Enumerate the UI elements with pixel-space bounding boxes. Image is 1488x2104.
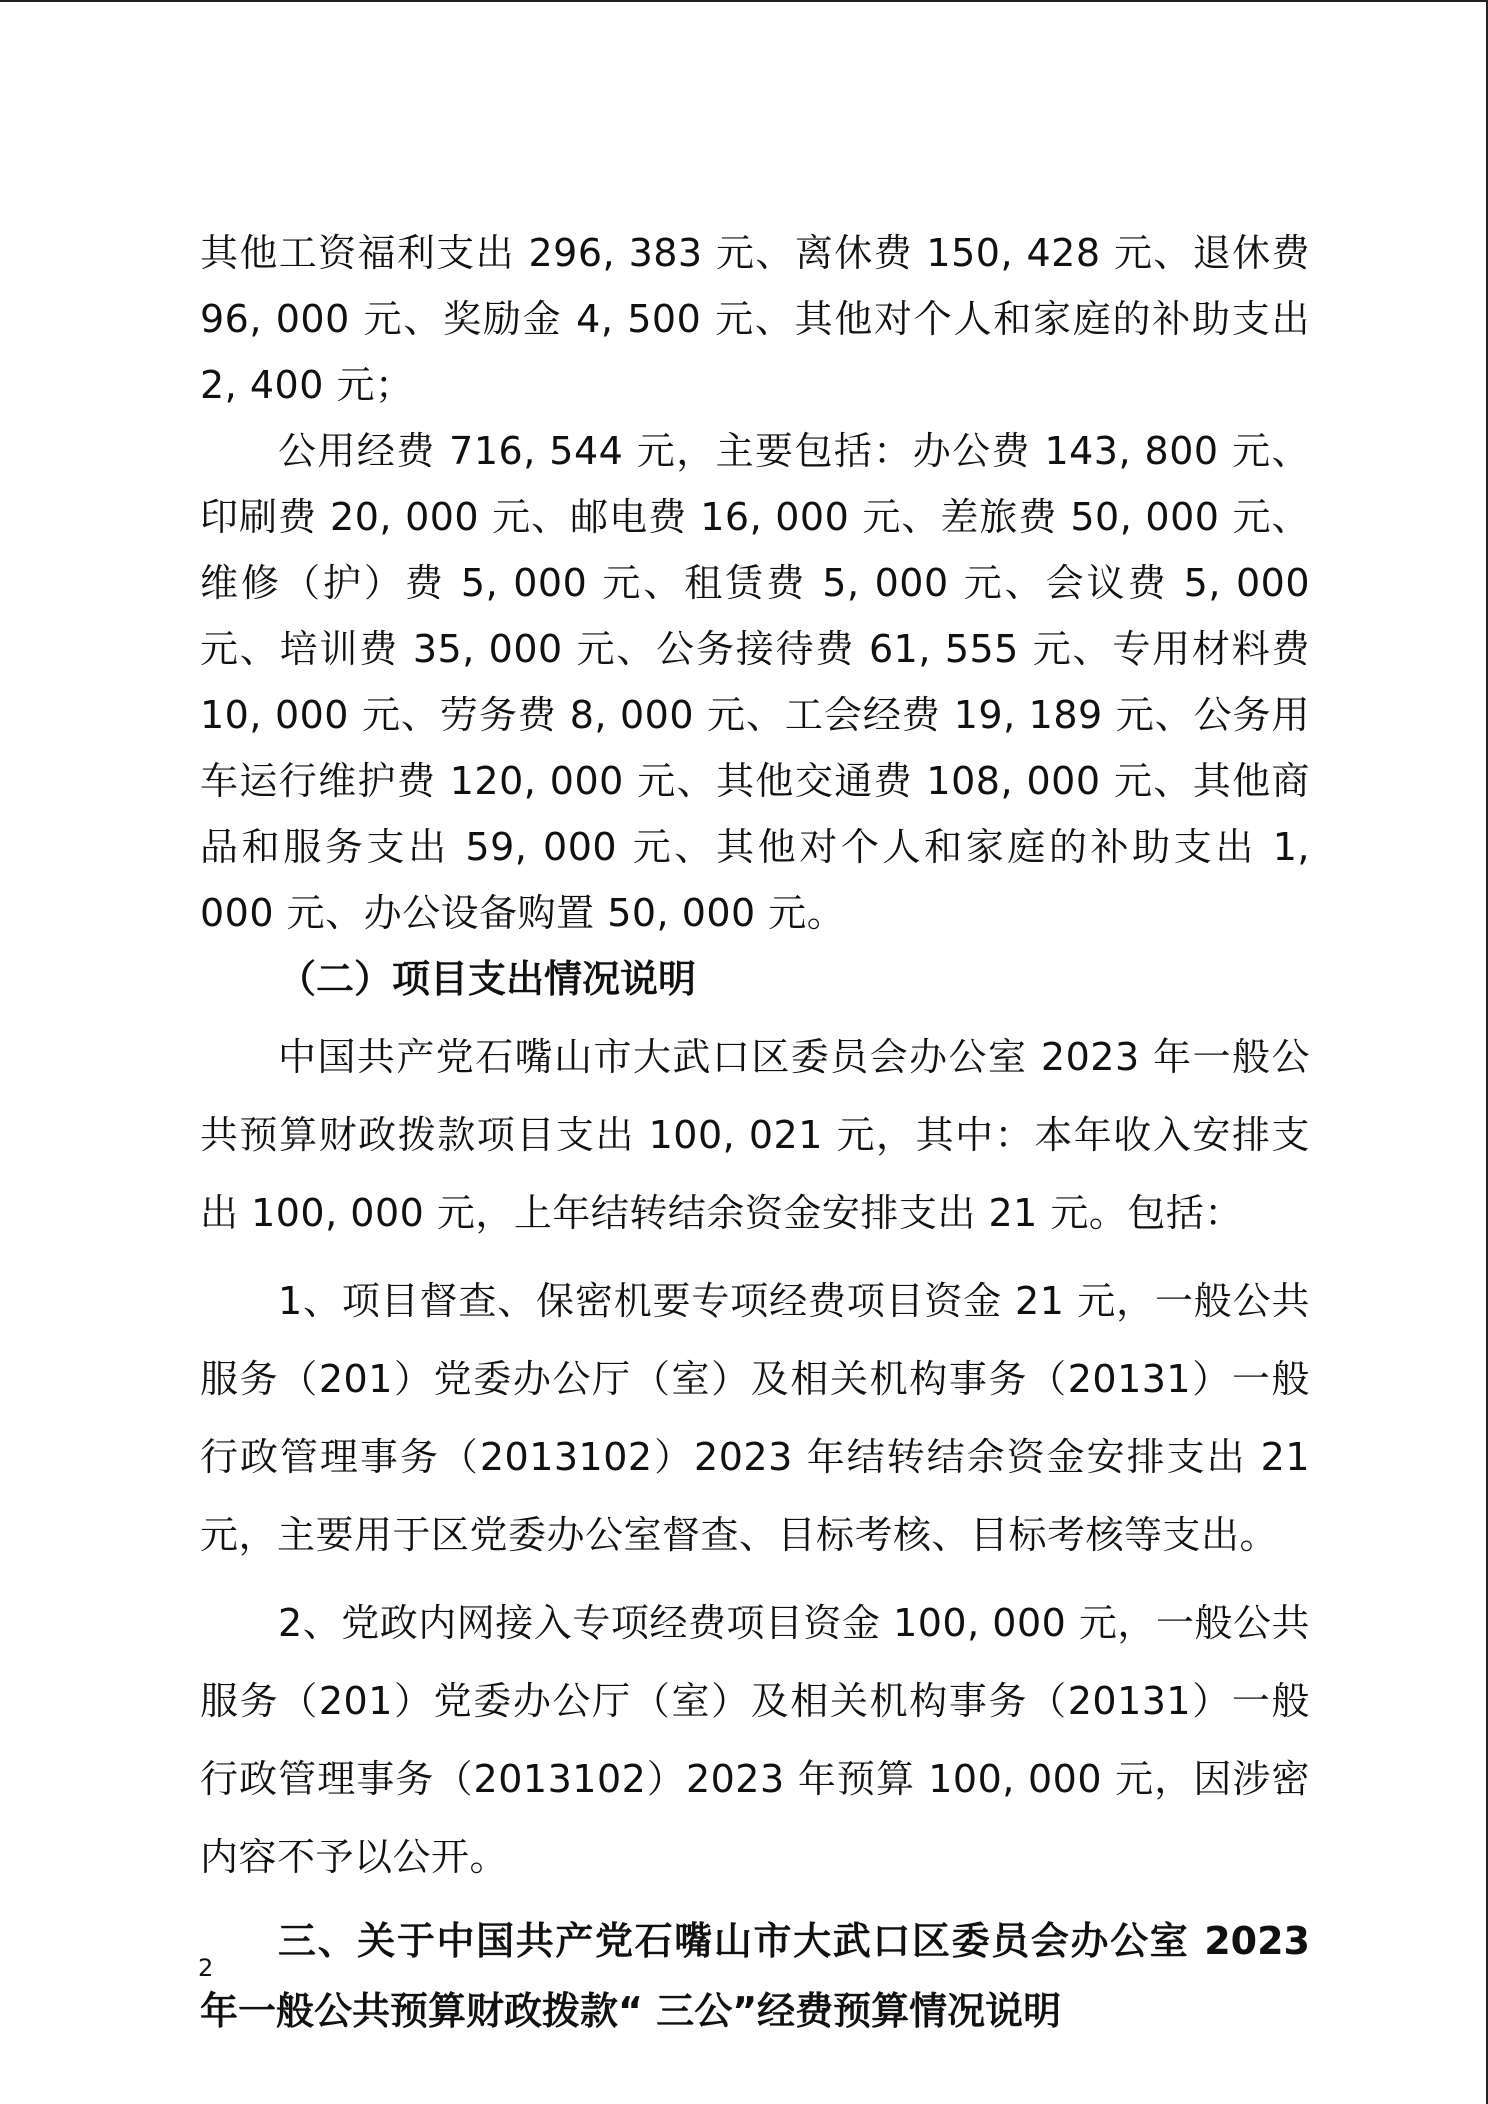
paragraph-project-item-1: 1、项目督查、保密机要专项经费项目资金 21 元，一般公共服务（201）党委办公厅（室）及相关机构事务（20131）一般行政管理事务（2013102）2023 年结转结余资金安排支出 21 元，主要用于区党委办公室督查、目标考核、目标考核等支出。 (200, 1279, 1310, 1557)
page-number: 2 (198, 1954, 214, 1982)
section-heading-three-public-expenses: 三、关于中国共产党石嘴山市大武口区委员会办公室 2023 年一般公共预算财政拨款“ 三公”经费预算情况说明 (200, 1919, 1310, 2033)
section-heading-project-expenditure: （二）项目支出情况说明 (278, 957, 697, 1001)
page-top-border (0, 0, 1488, 2)
page-body (200, 220, 1310, 2046)
paragraph-public-expenses: 公用经费 716, 544 元，主要包括：办公费 143, 800 元、印刷费 20, 000 元、邮电费 16, 000 元、差旅费 50, 000 元、维修（护）费 5, 000 元、租赁费 5, 000 元、会议费 5, 000 元、培训费 35, 000 元、公务接待费 61, 555 元、专用材料费 10, 000 元、劳务费 8, 000 元、工会经费 19, 189 元、公务用车运行维护费 120, 000 元、其他交通费 108, 000 元、其他商品和服务支出 59, 000 元、其他对个人和家庭的补助支出 1, 000 元、办公设备购置 50, 000 元。 (200, 429, 1310, 935)
paragraph-project-expenditure-summary: 中国共产党石嘴山市大武口区委员会办公室 2023 年一般公共预算财政拨款项目支出 100, 021 元，其中：本年收入安排支出 100, 000 元，上年结转结余资金安排支出 21 元。包括： (200, 1035, 1310, 1235)
paragraph-personnel-expenses-continued: 其他工资福利支出 296, 383 元、离休费 150, 428 元、退休费 96, 000 元、奖励金 4, 500 元、其他对个人和家庭的补助支出 2, 400 元； (200, 231, 1310, 407)
paragraph-project-item-2: 2、党政内网接入专项经费项目资金 100, 000 元，一般公共服务（201）党委办公厅（室）及相关机构事务（20131）一般行政管理事务（2013102）2023 年预算 100, 000 元，因涉密内容不予以公开。 (200, 1601, 1310, 1879)
